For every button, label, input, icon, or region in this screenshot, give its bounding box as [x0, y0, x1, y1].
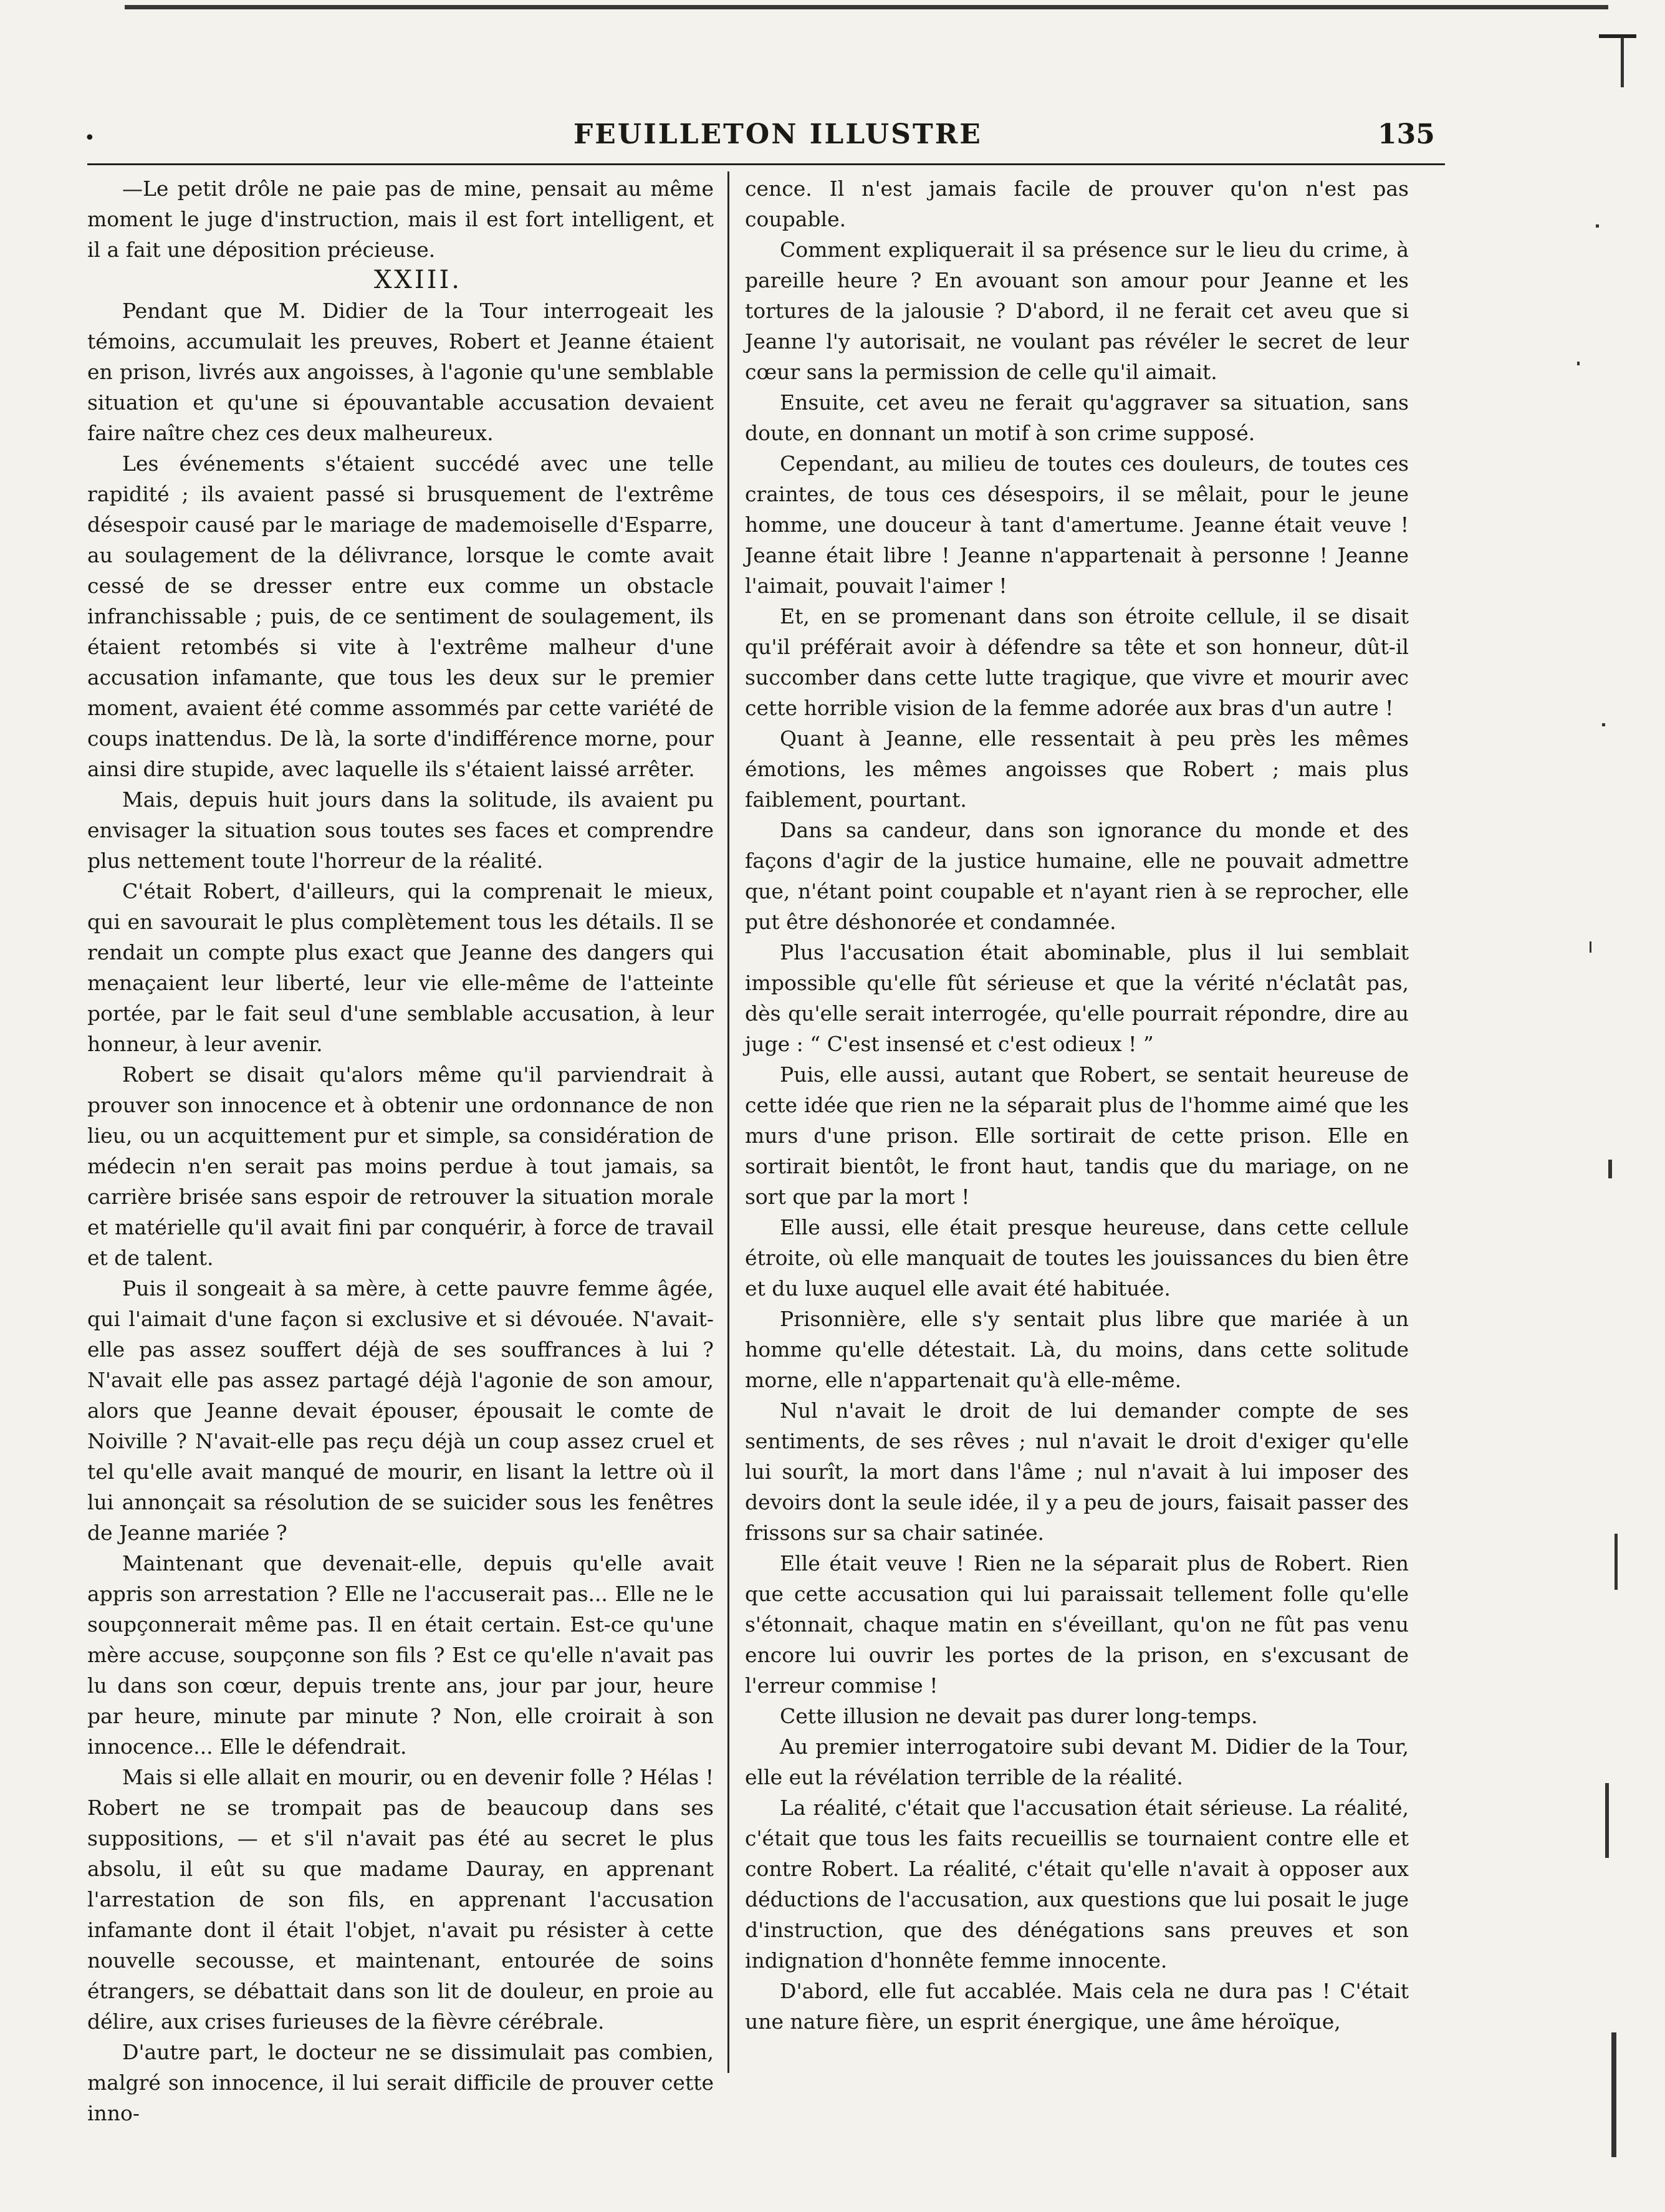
publication-title: FEUILLETON ILLUSTRE: [573, 118, 982, 150]
right-column: [745, 173, 1409, 2037]
chapter-heading: XXIII.: [373, 266, 463, 294]
paragraph: Nul n'avait le droit de lui demander compte de ses sentiments, de ses rêves ; nul n'avait le droit d'exiger qu'elle lui sourît, la mort dans l'âme ; nul n'avait à lui imposer des devoirs dont la seule idée, il y a peu de jours, faisait passer des frissons sur sa chair satinée.: [745, 1398, 1409, 1545]
paragraph: D'abord, elle fut accablée. Mais cela ne dura pas ! C'était une nature fière, un esprit énergique, une âme héroïque,: [745, 1979, 1409, 2034]
scan-edge-noise: [1552, 224, 1627, 2188]
paragraph: Mais si elle allait en mourir, ou en devenir folle ? Hélas ! Robert ne se trompait pas de beaucoup dans ses suppositions, — et s'il n'avait pas été au secret le plus absolu, il eût su que madame Dauray, en apprenant l'arrestation de son fils, en apprenant l'accusation infamante dont il était l'objet, n'avait pu résister à cette nouvelle secousse, et maintenant, entourée de soins étrangers, se débattait dans son lit de douleur, en proie au délire, aux crises furieuses de la fièvre cérébrale.: [87, 1765, 714, 2034]
top-border-rule: [125, 5, 1608, 9]
corner-mark: [1599, 34, 1636, 38]
header-bullet: •: [84, 127, 95, 149]
paragraph: Elle aussi, elle était presque heureuse, dans cette cellule étroite, où elle manquait de toutes les jouissances du bien être et du luxe auquel elle avait été habituée.: [745, 1215, 1409, 1301]
paragraph: Pendant que M. Didier de la Tour interrogeait les témoins, accumulait les preuves, Robert et Jeanne étaient en prison, livrés aux angoisses, à l'agonie qu'une semblable situation et qu'une si épouvantable accusation devaient faire naître chez ces deux malheureux.: [87, 299, 714, 445]
paragraph: Elle était veuve ! Rien ne la séparait plus de Robert. Rien que cette accusation qui lui paraissait tellement folle qu'elle s'étonnait, chaque matin en s'éveillant, qu'on ne fût pas venu encore lui ouvrir les portes de la prison, en s'excusant de l'erreur commise !: [745, 1551, 1409, 1698]
paragraph: La réalité, c'était que l'accusation était sérieuse. La réalité, c'était que tous les faits recueillis se tournaient contre elle et contre Robert. La réalité, c'était qu'elle n'avait à opposer aux déductions de l'accusation, aux questions que lui posait le juge d'instruction, que des dénégations sans preuves et son indignation d'honnête femme innocente.: [745, 1796, 1409, 1973]
paragraph: Maintenant que devenait-elle, depuis qu'elle avait appris son arrestation ? Elle ne l'accuserait pas... Elle ne le soupçonnerait même pas. Il en était certain. Est-ce qu'une mère accuse, soupçonne son fils ? Est ce qu'elle n'avait pas lu dans son cœur, depuis trente ans, jour par jour, heure par heure, minute par minute ? Non, elle croirait à son innocence... Elle le défendrait.: [87, 1551, 714, 1759]
paragraph: cence. Il n'est jamais facile de prouver qu'on n'est pas coupable.: [745, 176, 1409, 231]
paragraph: Cette illusion ne devait pas durer long-temps.: [780, 1704, 1258, 1728]
paragraph: Et, en se promenant dans son étroite cellule, il se disait qu'il préférait avoir à défendre sa tête et son honneur, dût-il succomber dans cette lutte tragique, que vivre et mourir avec cette horrible vision de la femme adorée aux bras d'un autre !: [745, 604, 1409, 720]
paragraph: D'autre part, le docteur ne se dissimulait pas combien, malgré son innocence, il lui serait difficile de prouver cette inno-: [87, 2040, 714, 2125]
paragraph: Prisonnière, elle s'y sentait plus libre que mariée à un homme qu'elle détestait. Là, du moins, dans cette solitude morne, elle n'appartenait qu'à elle-même.: [745, 1307, 1409, 1392]
column-divider: [727, 171, 729, 2073]
paragraph: C'était Robert, d'ailleurs, qui la comprenait le mieux, qui en savourait le plus complètement tous les détails. Il se rendait un compte plus exact que Jeanne des dangers qui menaçaient leur liberté, leur vie elle-même de l'atteinte portée, par le fait seul d'une semblable accusation, à leur honneur, à leur avenir.: [87, 879, 714, 1056]
running-header: [62, 118, 1446, 156]
paragraph: —Le petit drôle ne paie pas de mine, pensait au même moment le juge d'instruction, mais il est fort intelligent, et il a fait une déposition précieuse.: [87, 176, 714, 262]
paragraph: Robert se disait qu'alors même qu'il parviendrait à prouver son innocence et à obtenir une ordonnance de non lieu, ou un acquittement pur et simple, sa considération de médecin n'en serait pas moins perdue à tout jamais, sa carrière brisée sans espoir de retrouver la situation morale et matérielle qu'il avait fini par conquérir, à force de travail et de talent.: [87, 1062, 714, 1270]
left-column: [87, 173, 714, 2128]
paragraph: Au premier interrogatoire subi devant M. Didier de la Tour, elle eut la révélation terrible de la réalité.: [745, 1734, 1409, 1789]
paragraph: Les événements s'étaient succédé avec une telle rapidité ; ils avaient passé si brusquement de l'extrême désespoir causé par le mariage de mademoiselle d'Esparre, au soulagement de la délivrance, lorsque le comte avait cessé de se dresser entre eux comme un obstacle infranchissable ; puis, de ce sentiment de soulagement, ils étaient retombés si vite à l'extrême malheur d'une accusation infamante, que tous les deux sur le premier moment, avaient été comme assommés par cette variété de coups inattendus. De là, la sorte d'indifférence morne, pour ainsi dire stupide, avec laquelle ils s'étaient laissé arrêter.: [87, 451, 714, 781]
paragraph: Cependant, au milieu de toutes ces douleurs, de toutes ces craintes, de tous ces désespoirs, il se mêlait, pour le jeune homme, une douceur à tant d'amertume. Jeanne était veuve ! Jeanne était libre ! Jeanne n'appartenait à personne ! Jeanne l'aimait, pouvait l'aimer !: [745, 451, 1409, 598]
paragraph: Quant à Jeanne, elle ressentait à peu près les mêmes émotions, les mêmes angoisses que Robert ; mais plus faiblement, pourtant.: [745, 726, 1409, 812]
paragraph: Ensuite, cet aveu ne ferait qu'aggraver sa situation, sans doute, en donnant un motif à son crime supposé.: [745, 390, 1409, 445]
paragraph: Puis il songeait à sa mère, à cette pauvre femme âgée, qui l'aimait d'une façon si exclusive et si dévouée. N'avait-elle pas assez souffert déjà de ses souffrances à lui ? N'avait elle pas assez partagé déjà l'agonie de son amour, alors que Jeanne devait épouser, épousait le comte de Noiville ? N'avait-elle pas reçu déjà un coup assez cruel et tel qu'elle avait manqué de mourir, en lisant la lettre où il lui annonçait sa résolution de se suicider sous les fenêtres de Jeanne mariée ?: [87, 1276, 714, 1545]
corner-mark-vertical: [1621, 37, 1624, 87]
paragraph: Dans sa candeur, dans son ignorance du monde et des façons d'agir de la justice humaine, elle ne pouvait admettre que, n'étant point coupable et n'ayant rien à se reprocher, elle put être déshonorée et condamnée.: [745, 818, 1409, 934]
header-rule: [87, 163, 1445, 165]
paragraph: Comment expliquerait il sa présence sur le lieu du crime, à pareille heure ? En avouant son amour pour Jeanne et les tortures de la jalousie ? D'abord, il ne ferait cet aveu que si Jeanne l'y autorisait, ne voulant pas révéler le secret de leur cœur sans la permission de celle qu'il aimait.: [745, 238, 1409, 384]
paragraph: Mais, depuis huit jours dans la solitude, ils avaient pu envisager la situation sous toutes ses faces et comprendre plus nettement toute l'horreur de la réalité.: [87, 787, 714, 873]
paragraph: Plus l'accusation était abominable, plus il lui semblait impossible qu'elle fût sérieuse et que la vérité n'éclatât pas, dès qu'elle serait interrogée, qu'elle pourrait répondre, dire au juge : “ C'est insensé et c'est odieux ! ”: [745, 940, 1409, 1056]
page-number: 135: [1378, 118, 1435, 150]
paragraph: Puis, elle aussi, autant que Robert, se sentait heureuse de cette idée que rien ne la séparait plus de l'homme aimé que les murs d'une prison. Elle sortirait de cette prison. Elle en sortirait bientôt, le front haut, tandis que du mariage, on ne sort que par la mort !: [745, 1062, 1409, 1209]
